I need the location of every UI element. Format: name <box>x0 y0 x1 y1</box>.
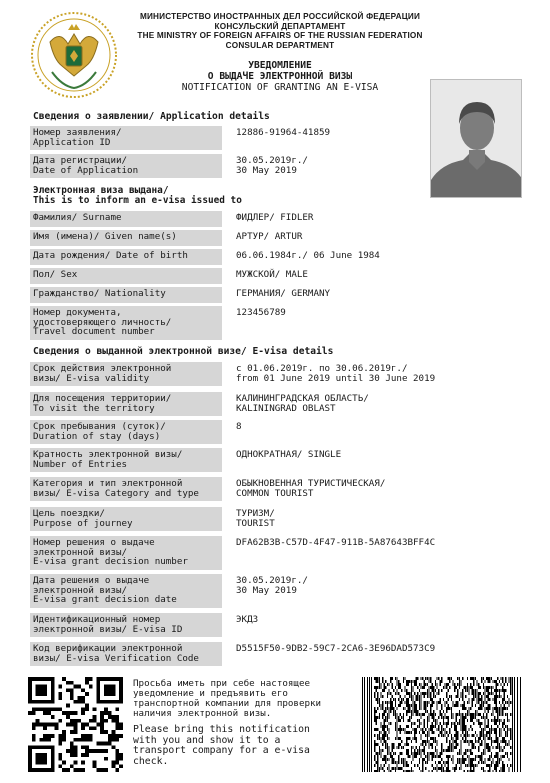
ministry-en: THE MINISTRY OF FOREIGN AFFAIRS OF THE RUSSIAN FEDERATION <box>137 31 423 41</box>
field-value: 30.05.2019г./ 30 May 2019 <box>236 155 308 176</box>
coat-of-arms-emblem <box>30 10 118 100</box>
field-value: 06.06.1984г./ 06 June 1984 <box>236 250 380 261</box>
field-value: 123456789 <box>236 307 286 318</box>
section-application: Сведения о заявлении/ Application details <box>33 111 270 122</box>
title-en: NOTIFICATION OF GRANTING AN E-VISA <box>181 82 379 93</box>
title-ru-1: УВЕДОМЛЕНИЕ <box>248 60 312 71</box>
issued-to-ru: Электронная виза выдана/ <box>33 185 169 196</box>
field-value: 12886-91964-41859 <box>236 127 331 138</box>
field-value: МУЖСКОЙ/ MALE <box>236 269 308 280</box>
field-label: Для посещения территории/ To visit the territory <box>30 392 222 416</box>
field-value: 8 <box>236 421 242 432</box>
field-value: с 01.06.2019г. по 30.06.2019г./ from 01 June 2019 until 30 June 2019 <box>236 363 436 384</box>
department-ru: КОНСУЛЬСКИЙ ДЕПАРТАМЕНТ <box>214 21 346 31</box>
field-label: Срок действия электронной визы/ E-visa validity <box>30 362 222 386</box>
field-value: 30.05.2019г./ 30 May 2019 <box>236 575 308 596</box>
ministry-header <box>120 12 440 50</box>
ministry-ru: МИНИСТЕРСТВО ИНОСТРАННЫХ ДЕЛ РОССИЙСКОЙ ФЕДЕРАЦИИ <box>139 12 421 21</box>
department-en: CONSULAR DEPARTMENT <box>225 40 335 50</box>
field-label: Дата решения о выдаче электронной визы/ E-visa grant decision date <box>30 574 222 608</box>
document-title <box>120 60 440 93</box>
field-label: Гражданство/ Nationality <box>30 287 222 303</box>
section-visa-details: Сведения о выданной электронной визе/ E-visa details <box>33 346 334 357</box>
footer-note-en: Please bring this notification with you and show it to a transport company for a e-visa check. <box>133 724 310 767</box>
person-silhouette-icon <box>431 80 522 198</box>
qr-code <box>28 677 123 772</box>
field-label: Срок пребывания (суток)/ Duration of stay (days) <box>30 420 222 444</box>
field-value: ГЕРМАНИЯ/ GERMANY <box>236 288 331 299</box>
field-label: Фамилия/ Surname <box>30 211 222 227</box>
issued-to-heading <box>33 186 242 206</box>
field-value: ЭКДЗ <box>236 614 259 625</box>
field-label: Номер решения о выдаче электронной визы/ E-visa grant decision number <box>30 536 222 570</box>
field-label: Кратность электронной визы/ Number of Entries <box>30 448 222 472</box>
field-label: Идентификационный номер электронной визы/ E-visa ID <box>30 613 222 637</box>
pdf417-barcode <box>362 677 522 772</box>
applicant-photo <box>430 79 522 198</box>
field-label: Код верификации электронной визы/ E-visa Verification Code <box>30 642 222 666</box>
field-value: DFA62B3B-C57D-4F47-911B-5A87643BFF4C <box>236 537 436 548</box>
field-value: ОДНОКРАТНАЯ/ SINGLE <box>236 449 342 460</box>
title-ru-2: О ВЫДАЧЕ ЭЛЕКТРОННОЙ ВИЗЫ <box>207 71 353 82</box>
field-label: Категория и тип электронной визы/ E-visa Category and type <box>30 477 222 501</box>
field-value: ОБЫКНОВЕННАЯ ТУРИСТИЧЕСКАЯ/ COMMON TOURIST <box>236 478 386 499</box>
field-label: Имя (имена)/ Given name(s) <box>30 230 222 246</box>
field-label: Дата рождения/ Date of birth <box>30 249 222 265</box>
field-value: ФИДЛЕР/ FIDLER <box>236 212 314 223</box>
field-label: Цель поездки/ Purpose of journey <box>30 507 222 531</box>
field-label: Пол/ Sex <box>30 268 222 284</box>
field-value: ТУРИЗМ/ TOURIST <box>236 508 275 529</box>
footer-note-ru: Просьба иметь при себе настоящее уведомление и предъявить его транспортной компании для проверки наличия электронной визы. <box>133 678 322 720</box>
issued-to-en: This is to inform an e-visa issued to <box>33 195 242 207</box>
field-value: АРТУР/ ARTUR <box>236 231 303 242</box>
field-label: Номер заявления/ Application ID <box>30 126 222 150</box>
field-label: Дата регистрации/ Date of Application <box>30 154 222 178</box>
field-value: КАЛИНИНГРАДСКАЯ ОБЛАСТЬ/ KALININGRAD OBLAST <box>236 393 369 414</box>
field-label: Номер документа, удостоверяющего личность/ Travel document number <box>30 306 222 340</box>
field-value: D5515F50-9DB2-59C7-2CA6-3E96DAD573C9 <box>236 643 436 654</box>
